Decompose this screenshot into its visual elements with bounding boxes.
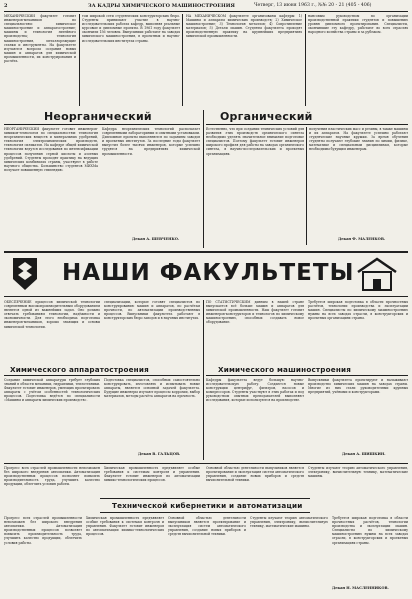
section-rule (100, 498, 310, 499)
apparatus-col-1: Создание химической аппаратуры требует глубоких знаний в области механики, гидравлики, теплотехники. Факультет готовит инженеров, умеющих проектировать аппараты с учётом особенностей технологических процессов. Подготовка ведётся по специальности «Машины и аппараты химических производств». (4, 378, 100, 403)
cybernetics-col-4: Студенты изучают теорию автоматического управления, электронику, вычислительную технику, математические машины. (250, 516, 328, 529)
column-rule (305, 14, 306, 106)
section-title-inorganic: Неорганический (44, 110, 152, 123)
top-col-3: НА МЕХАНИЧЕСКОМ факультете организованы кафедры: 1) Машины и аппараты химических производств; 2) Химическое машиностроение; 3) Технология металлов; 4) Сопротивление материалов; 5) Детали машин. Студенты факультета проходят производственную практику на крупнейших предприятиях химической промышленности. (186, 14, 302, 39)
cybernetics-col-5: Требуется широкая подготовка в области прочностных расчётов, технологии производства и эксплуатации машин. Специалисты по химическому машиностроению нужны на всех заводах отрасли, в конструкторских и проектных организациях страны. (332, 516, 408, 545)
machinery-col-2: Выпускники факультета проектируют и налаживают производство химических машин на заводах страны. Многие из них стали руководителями крупных предприятий, учёными и конструкторами. (308, 378, 408, 395)
inorganic-col-2: Кафедра неорганических технологий располагает современными лабораториями и опытными установками. Дипломные проекты выполняются по заданиям заводов и проектных институтов. За последние годы факультет выпустил более тысячи инженеров, которые успешно трудятся на предприятиях химической промышленности. (102, 127, 200, 156)
section-rule (206, 124, 408, 125)
cybernetics-col-1: Прогресс всех отраслей промышленности невозможен без широкого внедрения автоматики. Автоматизация производственных процессов позволяет повысить производительность труда, улучшить качество продукции, облегчить условия работы. (4, 516, 82, 545)
top-col-4: нансовым руководством по организации производственной практики студентов и повышению уровня дипломного проектирования. Специалисты, окончившие эту кафедру, работают во всех отраслях народного хозяйства страны и за рубежом. (308, 14, 408, 35)
emblem-icon (12, 257, 38, 291)
machinery-col-1: Кафедры факультета ведут большую научно-исследовательскую работу. Создаются новые конструкции центрифуг, фильтров, насосов и компрессоров. Студенты участвуют в этих работах и под руководством опытных преподавателей выполняют исследования, которые используются на производстве. (206, 378, 304, 403)
banner-rule-bottom (4, 296, 408, 297)
middle-col-1: ОБЕСПЕЧЕНИЕ процессов химической технологии современным высокопроизводительным оборудованием является одной из важнейших задач. Оно должно отвечать требованиям технологии, надёжности и экономичности. Для этого необходима подготовка инженеров-механиков, хорошо знающих и основы химической технологии. (4, 300, 100, 329)
section-rule (4, 124, 200, 125)
section-title-apparatus: Химического аппаратостроения (10, 365, 149, 374)
page-number: 2 (4, 3, 8, 9)
column-rule (79, 14, 80, 106)
issue-date: Четверг, 13 июня 1963 г., №№ 20 - 21 (405 - 406) (254, 3, 372, 8)
section-separator (4, 463, 408, 464)
section-title-organic: Органический (220, 110, 313, 123)
bottom-col-2: Химическая промышленность предъявляет особые требования к системам контроля и управления. Факультет готовит инженеров по автоматизации химико-технологических процессов. (104, 466, 200, 483)
bottom-col-4: Студенты изучают теорию автоматического управления, электронику, вычислительную технику, математические машины. (308, 466, 408, 479)
top-col-2: том широкой сети студенческих конструкторских бюро. Студенты принимают участие в научно-исследовательских работах кафедр, выполняя реальные курсовые и дипломные проекты. В 1961 году факультет окончили 156 человек. Выпускники работают на заводах химического машиностроения, в проектных и научно-исследовательских институтах страны. (82, 14, 180, 43)
dean-signature: Декан А. ШЕВЧЕНКО. (132, 237, 180, 241)
dean-signature: Декан Н. МАСЛЕННИКОВ. (332, 586, 389, 590)
column-rule (203, 300, 204, 460)
bottom-col-3: Основной областью деятельности выпускников является проектирование и эксплуатация систем автоматического управления, создание новых приборов и средств вычислительной техники. (206, 466, 304, 483)
organic-col-1: Естественно, что при создании технических условий для развития этих производств органического синтеза необходимо уделять значительное внимание подготовке специалистов. Поэтому факультет готовит инженеров широкого профиля для работы на заводах органического синтеза, в научно-исследовательских и проектных организациях. (206, 127, 304, 156)
banner-title: НАШИ ФАКУЛЬТЕТЫ (62, 260, 355, 286)
organic-col-2: получения пластических масс и резины, в также машины и их аппаратов. На факультете успешно работают студенческие научные кружки. За время обучения студенты получают глубокие знания по химии, физике, математике и специальным дисциплинам, которые необходимы будущим инженерам. (309, 127, 408, 152)
section-rule (206, 375, 408, 376)
cybernetics-col-2: Химическая промышленность предъявляет особые требования к системам контроля и управления. Факультет готовит инженеров по автоматизации химико-технологических процессов. (86, 516, 164, 537)
header-rule (4, 11, 408, 12)
house-icon (352, 256, 402, 292)
column-rule (182, 14, 183, 106)
middle-col-3: ПО СТАТИСТИЧЕСКИМ данным в нашей стране выпускается всё больше машин и аппаратов для химической промышленности. Наш факультет готовит инженеров-конструкторов и технологов по химическому машиностроению, способных создавать новое оборудование. (206, 300, 304, 325)
section-rule (4, 375, 200, 376)
section-title-machinery: Химического машиностроения (218, 365, 352, 374)
apparatus-col-2: Подготовка специалистов, способных самостоятельно конструировать, изготовлять и испытывать новые аппараты, является основной задачей факультета. Будущие инженеры изучают процессы коррозии, выбор материалов, методы расчёта аппаратов на прочность. (104, 378, 200, 399)
newspaper-title: ЗА КАДРЫ ХИМИЧЕСКОГО МАШИНОСТРОЕНИЯ (88, 3, 235, 9)
banner-rule-top (4, 251, 408, 253)
inorganic-col-1: НЕОРГАНИЧЕСКИЙ факультет готовит инженеров-химиков-технологов по специальностям: технология неорганических веществ и минеральных удобрений, технология электрохимических производств, технология силикатов. На кафедре общей химической технологии ведутся исследования по интенсификации процессов получения серной кислоты и азотных удобрений. Студенты проходят практику на ведущих химических комбинатах страны, участвуют в работе научного общества. Большинство студентов МИХМа получает повышенную стипендию. (4, 127, 98, 172)
column-rule (306, 127, 307, 245)
dean-signature: Декан Ф. МАЛЕНКОВ. (338, 237, 386, 241)
dean-signature: Декан А. ШИШКИН. (342, 452, 386, 456)
middle-col-2: специализации, которые готовят специалистов по конструированию машин и аппаратов, по расчётам прочности, по автоматизации производственных процессов. Выпускники факультета работают в конструкторских бюро заводов и в научных институтах. (104, 300, 200, 321)
column-rule (203, 110, 204, 248)
section-rule (100, 512, 310, 513)
section-title-cybernetics: Технической кибернетики и автоматизации (112, 501, 303, 510)
bottom-col-1: Прогресс всех отраслей промышленности невозможен без широкого внедрения автоматики. Автоматизация производственных процессов позволяет повысить производительность труда, улучшить качество продукции, облегчить условия работы. (4, 466, 100, 487)
top-col-1: МЕХАНИЧЕСКИЙ факультет готовит инженеров-механиков по специальностям: химическое машиностроение и аппаратостроение; машины и технология литейного производства; технология машиностроения, металлорежущие станки и инструменты. На факультете изучаются вопросы создания новых машин и аппаратов для химической промышленности, их конструирования и расчёта. (4, 14, 76, 64)
middle-col-4: Требуется широкая подготовка в области прочностных расчётов, технологии производства и эксплуатации машин. Специалисты по химическому машиностроению нужны на всех заводах отрасли, в конструкторских и проектных организациях страны. (308, 300, 408, 321)
dean-signature: Декан В. ГАЛЬЦОВ. (138, 452, 181, 456)
cybernetics-col-3: Основной областью деятельности выпускников является проектирование и эксплуатация систем автоматического управления, создание новых приборов и средств вычислительной техники. (168, 516, 246, 537)
